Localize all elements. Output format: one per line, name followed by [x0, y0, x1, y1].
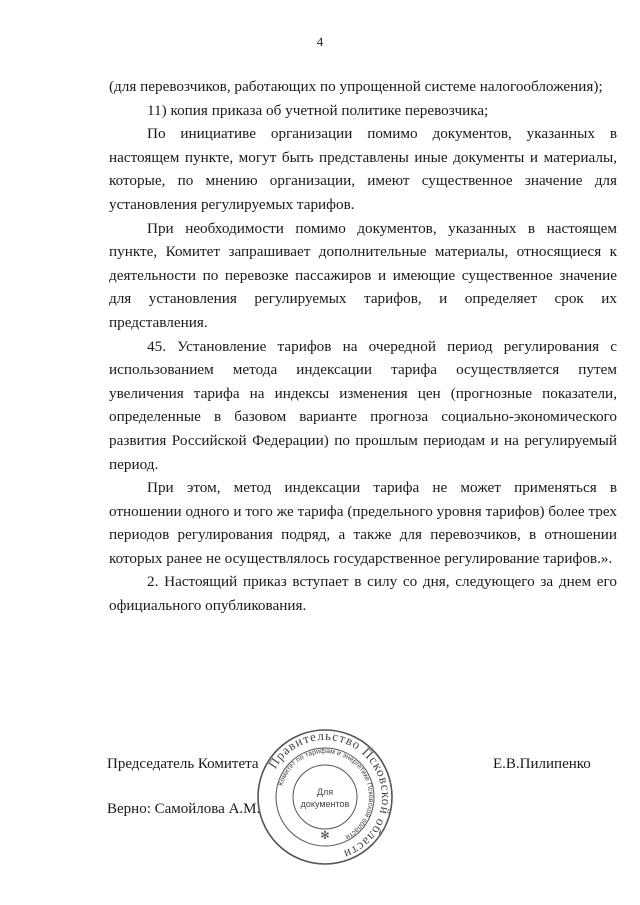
- paragraph-tax-system: (для перевозчиков, работающих по упрощенной системе налогообложения);: [109, 78, 603, 95]
- paragraph-effective-date: 2. Настоящий приказ вступает в силу со дня, следующего за днем его официального опубликования.: [109, 573, 617, 615]
- document-body: [109, 75, 617, 618]
- paragraph-45: 45. Установление тарифов на очередной период регулирования с использованием метода индексации тарифа осуществляется путем увеличения тарифа на индексы изменения цен (прогнозные показатели, определенные в базовом варианте прогноза социально-экономического развития Российской Федерации) по прошлым периодам и на регулируемый период.: [109, 337, 617, 473]
- page-number: 4: [316, 34, 324, 49]
- copy-certification: Верно: Самойлова А.М.: [107, 801, 261, 817]
- seal-inner-text: Комитет по тарифам и энергетике Псковской области: [277, 747, 375, 841]
- paragraph-initiative: По инициативе организации помимо документов, указанных в настоящем пункте, могут быть представлены иные документы и материалы, которые, по мнению организации, имеют существенное значение для установления регулируемых тарифов.: [109, 125, 617, 213]
- seal-star-icon: ✻: [320, 829, 330, 842]
- seal-center-line1: Для: [316, 787, 334, 797]
- official-seal: [255, 727, 395, 867]
- seal-center-line2: документов: [300, 799, 350, 809]
- paragraph-indexation-limit: При этом, метод индексации тарифа не может применяться в отношении одного и того же тарифа (предельного уровня тарифов) более трех периодов регулирования подряд, а также для перевозчиков, в отношении которых ранее не осуществлялось государственное регулирование тарифов.».: [109, 479, 617, 567]
- seal-outer-text: Правительство Псковской области: [264, 727, 395, 863]
- paragraph-additional-materials: При необходимости помимо документов, указанных в настоящем пункте, Комитет запрашивает дополнительные материалы, относящиеся к деятельности по перевозке пассажиров и имеющие существенное значение для установления регулируемых тарифов, и определяет срок их представления.: [109, 219, 617, 331]
- chairman-name: Е.В.Пилипенко: [493, 756, 591, 772]
- chairman-label: Председатель Комитета: [107, 756, 259, 772]
- paragraph-item-11: 11) копия приказа об учетной политике перевозчика;: [147, 101, 489, 119]
